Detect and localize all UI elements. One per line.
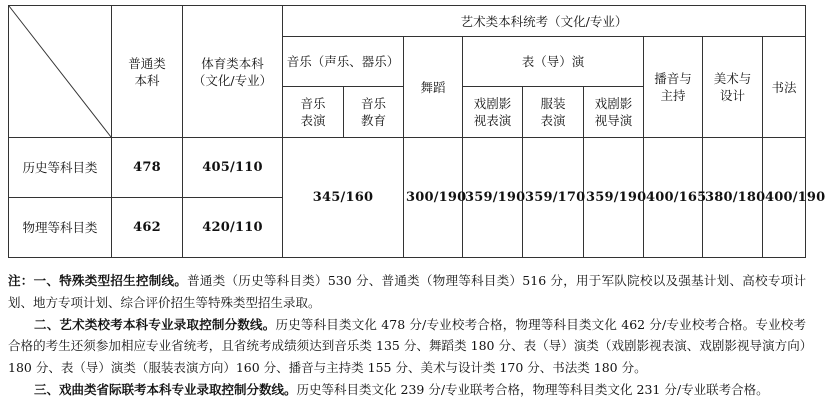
cell-general-physics: 462	[112, 198, 183, 258]
note-3-text: 历史等科目类文化 239 分/专业联考合格，物理等科目类文化 231 分/专业联考合格。	[296, 381, 769, 397]
note-2-text: 历史等科目类文化 478 分/专业校考合格，物理等科目类文化 462 分/专业校考合格。专业校考合格的考生还须参加相应专业省统考，且省统考成绩须达到音乐类 135 分、舞蹈类 180 分、表（导）演类（戏剧影视表演、戏剧影视导演方向）180 分、表（导）演类（服装表演方向）160 分、播音与主持类 155 分、美术与设计类 170 分、书法类 180 分。	[8, 316, 806, 376]
header-calligraphy: 书法	[763, 37, 806, 138]
header-drama-film-direct: 戏剧影 视导演	[584, 87, 644, 138]
header-music: 音乐（声乐、器乐）	[283, 37, 404, 87]
note-2-lead: 艺术类校考本科专业录取控制分数线。	[59, 316, 276, 332]
header-music-edu: 音乐 教育	[344, 87, 404, 138]
cell-music: 345/160	[283, 138, 404, 258]
header-general: 普通类 本科	[112, 6, 183, 138]
cell-general-history: 478	[112, 138, 183, 198]
header-music-perform: 音乐 表演	[283, 87, 344, 138]
cell-dance: 300/190	[404, 138, 463, 258]
header-perform: 表（导）演	[463, 37, 644, 87]
cell-broadcast: 400/165	[644, 138, 703, 258]
cell-calligraphy: 400/190	[763, 138, 806, 258]
note-1-text: 普通类（历史等科目类）530 分、普通类（物理等科目类）516 分，用于军队院校以及强基计划、高校专项计划、地方专项计划、综合评价招生等特殊类型招生录取。	[8, 273, 806, 310]
note-2	[8, 314, 806, 379]
header-art-unified: 艺术类本科统考（文化/专业）	[283, 6, 806, 37]
cell-costume-perform: 359/170	[523, 138, 584, 258]
note-1-lead: 特殊类型招生控制线。	[59, 273, 188, 288]
cell-drama-film-perform: 359/190	[463, 138, 523, 258]
cell-fineart: 380/180	[703, 138, 763, 258]
table-row-history	[9, 138, 806, 198]
note-3-lead: 戏曲类省际联考本科专业录取控制分数线。	[59, 381, 297, 397]
note-1-prefix: 注：一、	[8, 273, 60, 288]
header-sports: 体育类本科 （文化/专业）	[183, 6, 283, 138]
score-table	[8, 5, 825, 258]
diagonal-line	[9, 6, 111, 137]
header-fineart: 美术与 设计	[703, 37, 763, 138]
cell-drama-film-direct: 359/190	[584, 138, 644, 258]
note-3	[8, 379, 806, 401]
row-label-history: 历史等科目类	[9, 138, 112, 198]
row-label-physics: 物理等科目类	[9, 198, 112, 258]
cell-sports-history: 405/110	[183, 138, 283, 198]
note-2-prefix: 二、	[34, 316, 60, 332]
header-costume-perform: 服装 表演	[523, 87, 584, 138]
note-1	[8, 270, 806, 314]
header-dance: 舞蹈	[404, 37, 463, 138]
notes-section	[8, 270, 806, 401]
header-drama-film-perform: 戏剧影 视表演	[463, 87, 523, 138]
note-3-prefix: 三、	[34, 381, 60, 397]
cell-sports-physics: 420/110	[183, 198, 283, 258]
corner-diagonal-cell	[9, 6, 112, 138]
header-broadcast: 播音与 主持	[644, 37, 703, 138]
